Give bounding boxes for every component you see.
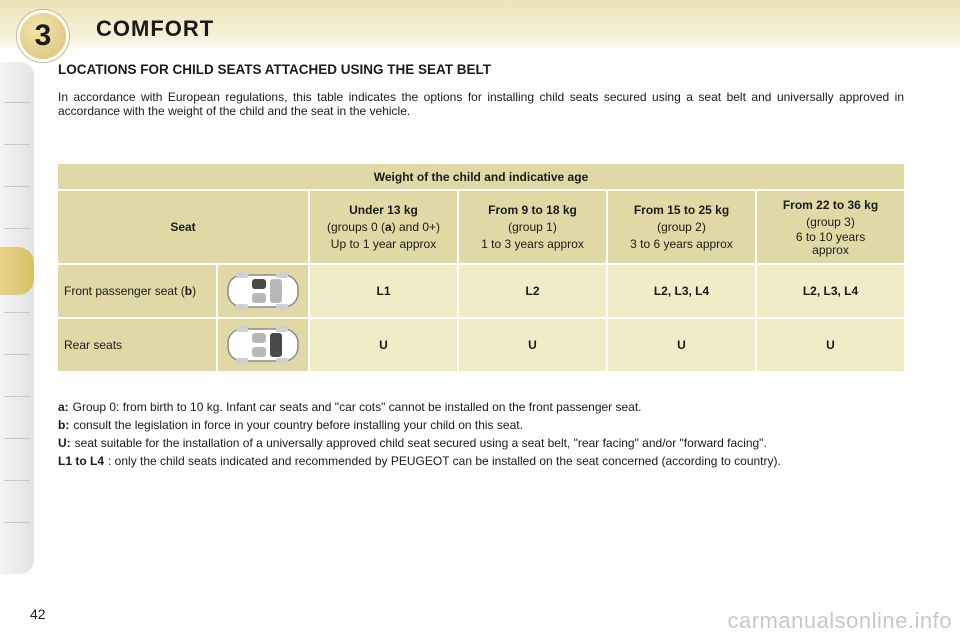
- table-cell: U: [309, 318, 458, 372]
- side-tab-divider: [4, 522, 30, 523]
- footnote-text: consult the legislation in force in your country before installing your child on this seat.: [73, 418, 523, 432]
- column-title: From 9 to 18 kg: [488, 202, 577, 217]
- column-age: 6 to 10 years approx: [795, 230, 866, 257]
- car-rear-seat-icon: [226, 323, 300, 367]
- footnote-key: L1 to L4: [58, 454, 105, 468]
- footnote-key: a:: [58, 400, 69, 414]
- footnote-text: seat suitable for the installation of a universally approved child seat secured using a seat belt, "rear facing" and/or "forward facing".: [74, 436, 767, 450]
- column-group: (group 3): [806, 215, 855, 229]
- side-tab-divider: [4, 354, 30, 355]
- footnote-text: : only the child seats indicated and recommended by PEUGEOT can be installed on the seat concerned (according to country).: [108, 454, 781, 468]
- column-age: Up to 1 year approx: [330, 236, 437, 251]
- footnote-key: b:: [58, 418, 70, 432]
- chapter-number-badge: 3: [17, 10, 69, 62]
- side-tab-divider: [4, 228, 30, 229]
- column-title: From 15 to 25 kg: [633, 202, 730, 217]
- footnote: [58, 418, 904, 432]
- car-front-seat-icon: [226, 269, 300, 313]
- column-group-note-key: a: [384, 219, 392, 234]
- side-tab-divider: [4, 438, 30, 439]
- column-age: 3 to 6 years approx: [630, 236, 733, 251]
- column-header: [756, 190, 905, 264]
- table-cell: U: [607, 318, 756, 372]
- side-tab-divider: [4, 480, 30, 481]
- child-seat-table: [56, 162, 906, 373]
- row-icon-cell: [217, 318, 309, 372]
- footnotes: [58, 400, 904, 472]
- side-tab-divider: [4, 102, 30, 103]
- table-cell: L2: [458, 264, 607, 318]
- row-icon-cell: [217, 264, 309, 318]
- column-header: [458, 190, 607, 264]
- side-tab-divider: [4, 186, 30, 187]
- column-group-prefix: (groups 0 (: [326, 219, 385, 234]
- table-caption: Weight of the child and indicative age: [57, 163, 905, 190]
- row-label-rear-seats: Rear seats: [57, 318, 217, 372]
- column-group: [310, 219, 457, 236]
- page-number: 42: [30, 606, 46, 622]
- table-cell: L1: [309, 264, 458, 318]
- table-cell: L2, L3, L4: [607, 264, 756, 318]
- intro-paragraph: In accordance with European regulations, this table indicates the options for installing child seats secured using a seat belt and universally approved in accordance with the weight of the child and the seat in the vehicle.: [58, 90, 904, 118]
- column-age: 1 to 3 years approx: [481, 236, 584, 251]
- row-label-text: Front passenger seat (: [64, 284, 185, 298]
- column-group: (group 1): [508, 219, 557, 234]
- footnote: [58, 436, 904, 450]
- side-tab-active-chapter[interactable]: [0, 247, 34, 295]
- section-title: LOCATIONS FOR CHILD SEATS ATTACHED USING THE SEAT BELT: [58, 62, 491, 77]
- row-label-note-key: b: [184, 284, 193, 298]
- footnote: [58, 400, 904, 414]
- table-cell: U: [458, 318, 607, 372]
- column-title: From 22 to 36 kg: [782, 198, 879, 212]
- column-header: [607, 190, 756, 264]
- footnote-text: Group 0: from birth to 10 kg. Infant car seats and "car cots" cannot be installed on the front passenger seat.: [72, 400, 642, 414]
- side-tab-divider: [4, 312, 30, 313]
- seat-header: Seat: [57, 190, 309, 264]
- chapter-title: COMFORT: [96, 16, 215, 41]
- row-label-suffix: ): [192, 284, 197, 298]
- footnote-key: U:: [58, 436, 71, 450]
- column-title: Under 13 kg: [349, 202, 418, 217]
- side-tab-divider: [4, 144, 30, 145]
- column-header: [309, 190, 458, 264]
- column-group: (group 2): [657, 219, 706, 234]
- row-label-front-passenger: [57, 264, 217, 318]
- footnote: [58, 454, 904, 468]
- table-cell: L2, L3, L4: [756, 264, 905, 318]
- side-tab-strip: [0, 62, 34, 574]
- watermark: carmanualsonline.info: [727, 608, 952, 633]
- column-group-suffix: ) and 0+): [391, 219, 441, 234]
- table-cell: U: [756, 318, 905, 372]
- side-tab-divider: [4, 396, 30, 397]
